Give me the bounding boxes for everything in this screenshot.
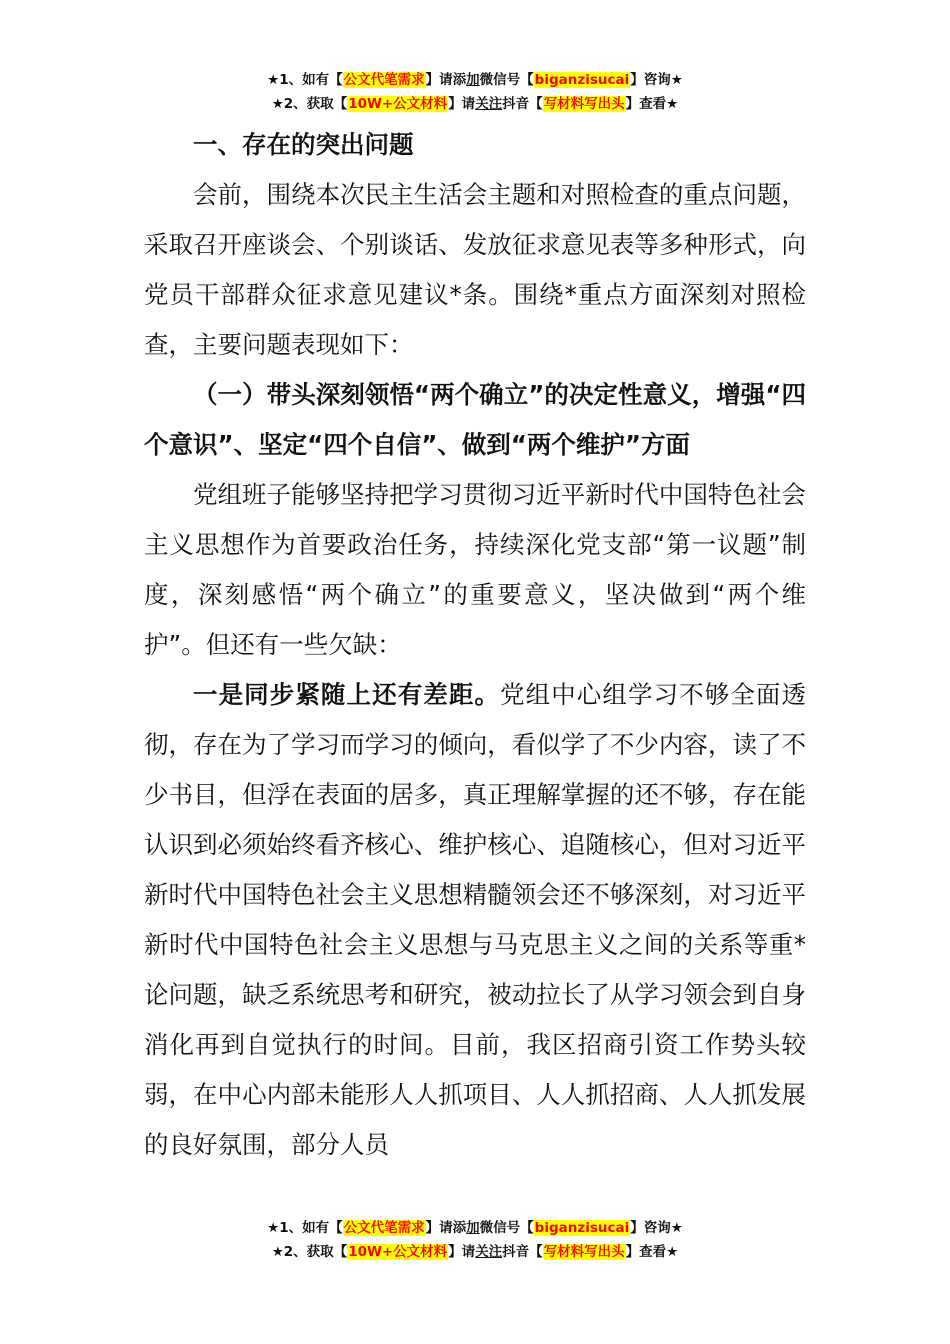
banner-underlined-text: 加 [466,1220,480,1236]
banner-text: 】咨询★ [630,72,683,88]
highlight-label: 10W+公文材料 [348,1244,448,1260]
wechat-id: biganzisucai [534,72,630,88]
banner-line-1 [0,1216,950,1240]
banner-text: ★2、获取【 [271,96,348,112]
banner-text: 】请 [448,96,476,112]
banner-line-1 [0,68,950,92]
banner-text: 微信号【 [479,1220,534,1236]
point-1-body: 党组中心组学习不够全面透彻，存在为了学习而学习的倾向，看似学了不少内容，读了不少书目，但浮在表面的居多，真正理解掌握的还不够，存在能认识到必须始终看齐核心、维护核心、追随核心，但对习近平新时代中国特色社会主义思想精髓领会还不够深刻，对习近平新时代中国特色社会主义思想与马克思主义之间的关系等重*论问题，缺乏系统思考和研究，被动拉长了从学习领会到自身消化再到自觉执行的时间。目前，我区招商引资工作势头较弱，在中心内部未能形人人抓项目、人人抓招商、人人抓发展的良好氛围，部分人员 [144,680,807,1159]
highlight-label: 公文代笔需求 [343,1220,425,1236]
banner-line-2 [0,1240,950,1264]
banner-underlined-text: 加 [466,72,480,88]
banner-text: 抖音【 [502,96,543,112]
bottom-banner [0,1216,950,1264]
banner-text: 微信号【 [479,72,534,88]
banner-text: ★1、如有【 [267,72,343,88]
highlight-label: 10W+公文材料 [348,96,448,112]
point-1-lead: 一是同步紧随上还有差距。 [193,680,501,709]
paragraph-2: 党组班子能够坚持把学习贯彻习近平新时代中国特色社会主义思想作为首要政治任务，持续深化党支部“第一议题”制度，深刻感悟“两个确立”的重要意义，坚决做到“两个维护”。但还有一些欠缺： [144,480,806,659]
douyin-account: 写材料写出头 [543,1244,625,1260]
banner-text: 】请 [448,1244,476,1260]
banner-text: 抖音【 [502,1244,543,1260]
point-1-paragraph [144,670,806,1170]
banner-underlined-text: 关注 [475,96,503,112]
banner-text: ★1、如有【 [267,1220,343,1236]
banner-text: 】请添 [425,72,467,88]
wechat-id: biganzisucai [534,1220,630,1236]
banner-text: 】查看★ [625,96,679,112]
banner-text: ★2、获取【 [271,1244,348,1260]
section-heading: 一、存在的突出问题 [193,130,414,159]
top-banner [0,68,950,116]
highlight-label: 公文代笔需求 [343,72,425,88]
banner-underlined-text: 关注 [475,1244,503,1260]
banner-text: 】咨询★ [630,1220,683,1236]
intro-paragraph: 会前，围绕本次民主生活会主题和对照检查的重点问题，采取召开座谈会、个别谈话、发放征求意见表等多种形式，向党员干部群众征求意见建议*条。围绕*重点方面深刻对照检查，主要问题表现如下： [144,180,806,359]
douyin-account: 写材料写出头 [543,96,625,112]
document-body [144,120,806,1170]
banner-line-2 [0,92,950,116]
banner-text: 】请添 [425,1220,467,1236]
subheading: （一）带头深刻领悟“两个确立”的决定性意义，增强“四个意识”、坚定“四个自信”、做到“两个维护”方面 [144,380,806,459]
banner-text: 】查看★ [625,1244,679,1260]
